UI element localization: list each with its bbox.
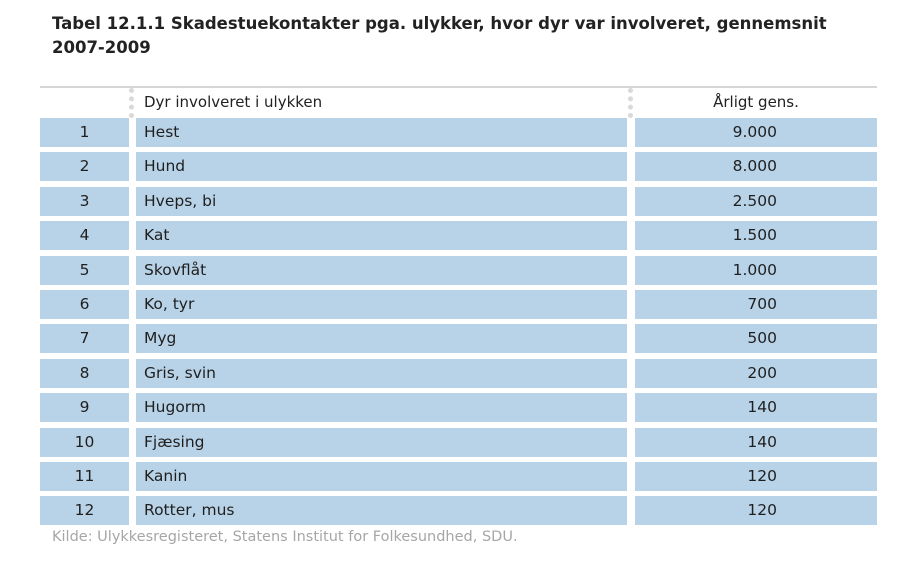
row-value: 500 bbox=[635, 324, 877, 353]
row-animal: Hund bbox=[136, 152, 627, 181]
row-value: 200 bbox=[635, 359, 877, 388]
row-animal: Myg bbox=[136, 324, 627, 353]
table-title: Tabel 12.1.1 Skadestuekontakter pga. ulykker, hvor dyr var involveret, gennemsnit 2007-2009 bbox=[52, 14, 827, 57]
table-row bbox=[40, 118, 877, 152]
row-animal: Skovflåt bbox=[136, 256, 627, 285]
row-value: 1.500 bbox=[635, 221, 877, 250]
data-table bbox=[40, 86, 877, 531]
row-value: 140 bbox=[635, 393, 877, 422]
row-number: 4 bbox=[40, 221, 129, 250]
table-row bbox=[40, 152, 877, 186]
row-number: 5 bbox=[40, 256, 129, 285]
row-animal: Kanin bbox=[136, 462, 627, 491]
row-number: 6 bbox=[40, 290, 129, 319]
row-value: 120 bbox=[635, 462, 877, 491]
table-body bbox=[40, 118, 877, 531]
row-animal: Ko, tyr bbox=[136, 290, 627, 319]
row-animal: Gris, svin bbox=[136, 359, 627, 388]
row-number: 11 bbox=[40, 462, 129, 491]
row-number: 8 bbox=[40, 359, 129, 388]
table-row bbox=[40, 359, 877, 393]
row-value: 700 bbox=[635, 290, 877, 319]
row-animal: Fjæsing bbox=[136, 428, 627, 457]
row-animal: Hugorm bbox=[136, 393, 627, 422]
row-value: 1.000 bbox=[635, 256, 877, 285]
row-number: 1 bbox=[40, 118, 129, 147]
table-row bbox=[40, 290, 877, 324]
table-header bbox=[40, 86, 877, 118]
table-row bbox=[40, 462, 877, 496]
row-number: 12 bbox=[40, 496, 129, 525]
row-value: 9.000 bbox=[635, 118, 877, 147]
table-row bbox=[40, 428, 877, 462]
row-value: 2.500 bbox=[635, 187, 877, 216]
row-animal: Hest bbox=[136, 118, 627, 147]
table-row bbox=[40, 496, 877, 530]
header-value: Årligt gens. bbox=[713, 93, 799, 111]
row-value: 120 bbox=[635, 496, 877, 525]
row-animal: Kat bbox=[136, 221, 627, 250]
row-number: 9 bbox=[40, 393, 129, 422]
table-row bbox=[40, 221, 877, 255]
header-separator bbox=[628, 88, 633, 118]
header-animal: Dyr involveret i ulykken bbox=[144, 93, 323, 111]
row-value: 8.000 bbox=[635, 152, 877, 181]
row-number: 10 bbox=[40, 428, 129, 457]
header-separator bbox=[129, 88, 134, 118]
row-value: 140 bbox=[635, 428, 877, 457]
table-row bbox=[40, 393, 877, 427]
row-number: 2 bbox=[40, 152, 129, 181]
row-number: 7 bbox=[40, 324, 129, 353]
table-row bbox=[40, 256, 877, 290]
table-row bbox=[40, 187, 877, 221]
row-number: 3 bbox=[40, 187, 129, 216]
row-animal: Rotter, mus bbox=[136, 496, 627, 525]
table-row bbox=[40, 324, 877, 358]
source-note: Kilde: Ulykkesregisteret, Statens Institut for Folkesundhed, SDU. bbox=[52, 529, 518, 545]
row-animal: Hveps, bi bbox=[136, 187, 627, 216]
